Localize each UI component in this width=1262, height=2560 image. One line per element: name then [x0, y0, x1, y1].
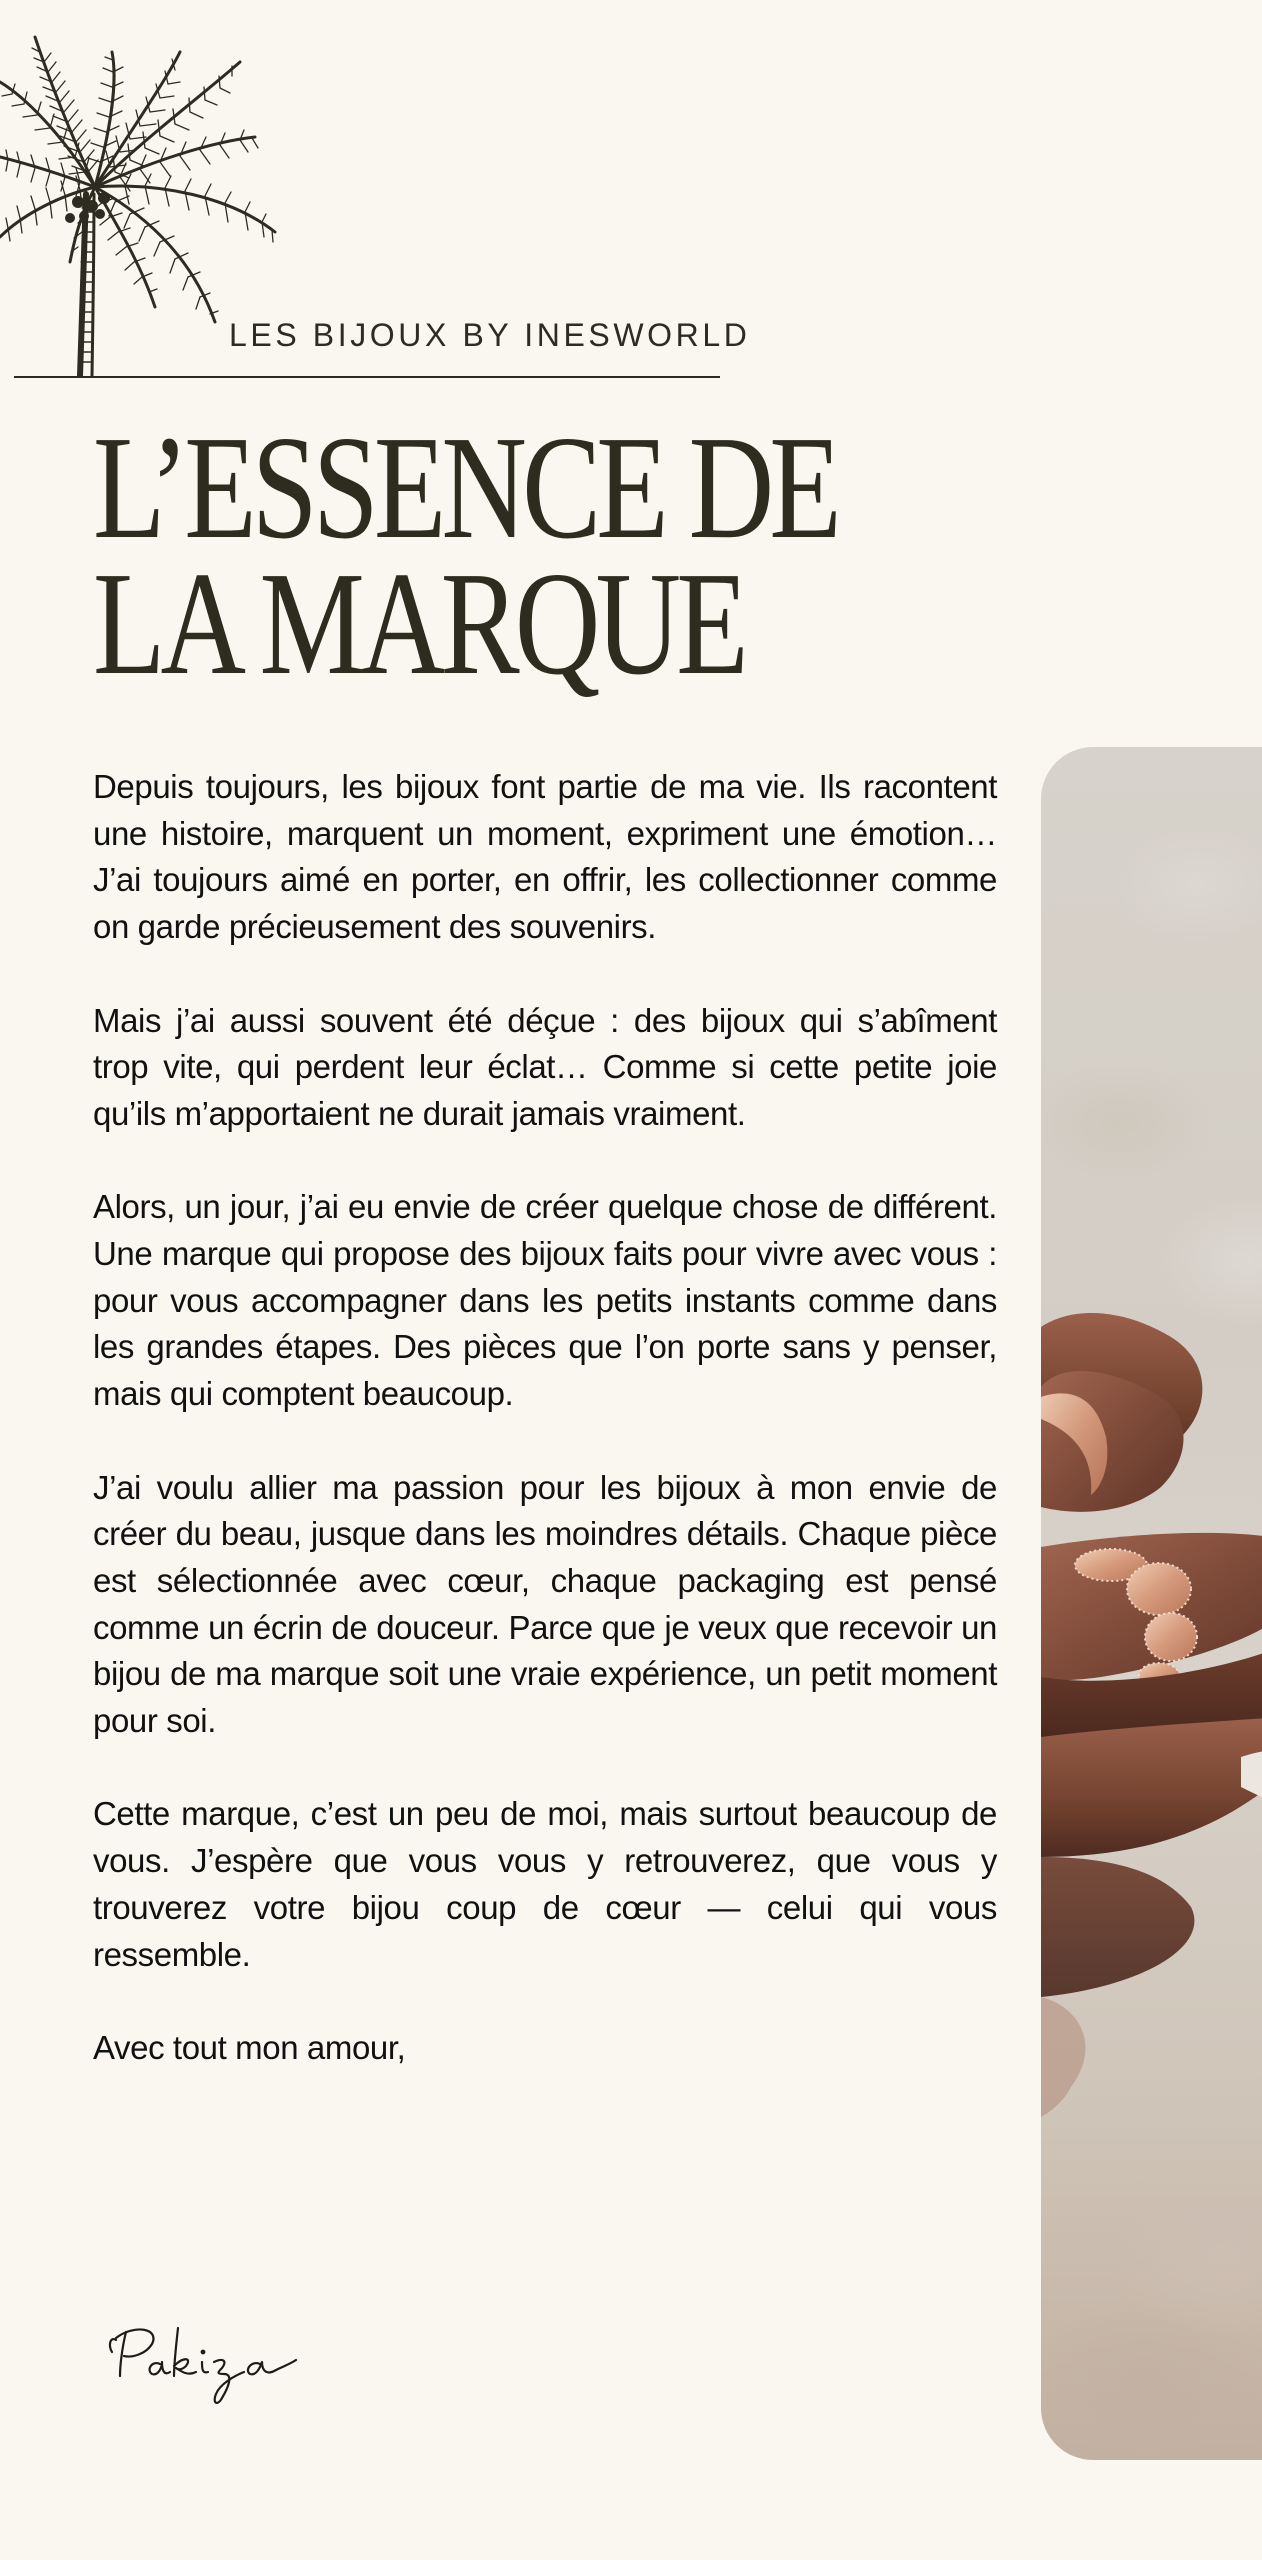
title-line-1: L’ESSENCE DE [93, 406, 837, 570]
story-paragraph: Mais j’ai aussi souvent été déçue : des bijoux qui s’abîment trop vite, qui perdent leur éclat… Comme si cette petite joie qu’ils m’apportaient ne durait jamais vraiment. [93, 1001, 997, 1132]
story-paragraph: Cette marque, c’est un peu de moi, mais surtout beaucoup de vous. J’espère que vous vous y retrouverez, que vous y trouverez votre bijou coup de cœur — celui qui vous ressemble. [93, 1795, 997, 1973]
hand-with-rings-image [1041, 747, 1262, 2460]
brand-name: LES BIJOUX BY INESWORLD [229, 317, 751, 353]
jewelry-photo [1041, 747, 1262, 2460]
story-paragraph: Depuis toujours, les bijoux font partie de ma vie. Ils racontent une histoire, marquent un moment, expriment une émotion… J’ai toujours aimé en porter, en offrir, les collectionner comme on garde précieusement des souvenirs. [93, 768, 997, 946]
title-line-2: LA MARQUE [93, 542, 744, 706]
closing-line: Avec tout mon amour, [93, 2028, 406, 2066]
page-title [93, 406, 837, 706]
story-paragraph: Alors, un jour, j’ai eu envie de créer quelque chose de différent. Une marque qui propose des bijoux faits pour vivre avec vous : pour vous accompagner dans les petits instants comme dans les grandes étapes. Des pièces que l’on porte sans y penser, mais qui comptent beaucoup. [93, 1188, 997, 1413]
signature-image [104, 2318, 364, 2408]
story-paragraph: J’ai voulu allier ma passion pour les bijoux à mon envie de créer du beau, jusque dans les moindres détails. Chaque pièce est sélectionnée avec cœur, chaque packaging est pensé comme un écrin de douceur. Parce que je veux que recevoir un bijou de ma marque soit une vraie expérience, un petit moment pour soi. [93, 1468, 997, 1740]
brand-story [93, 764, 997, 2072]
header-divider [14, 376, 720, 378]
